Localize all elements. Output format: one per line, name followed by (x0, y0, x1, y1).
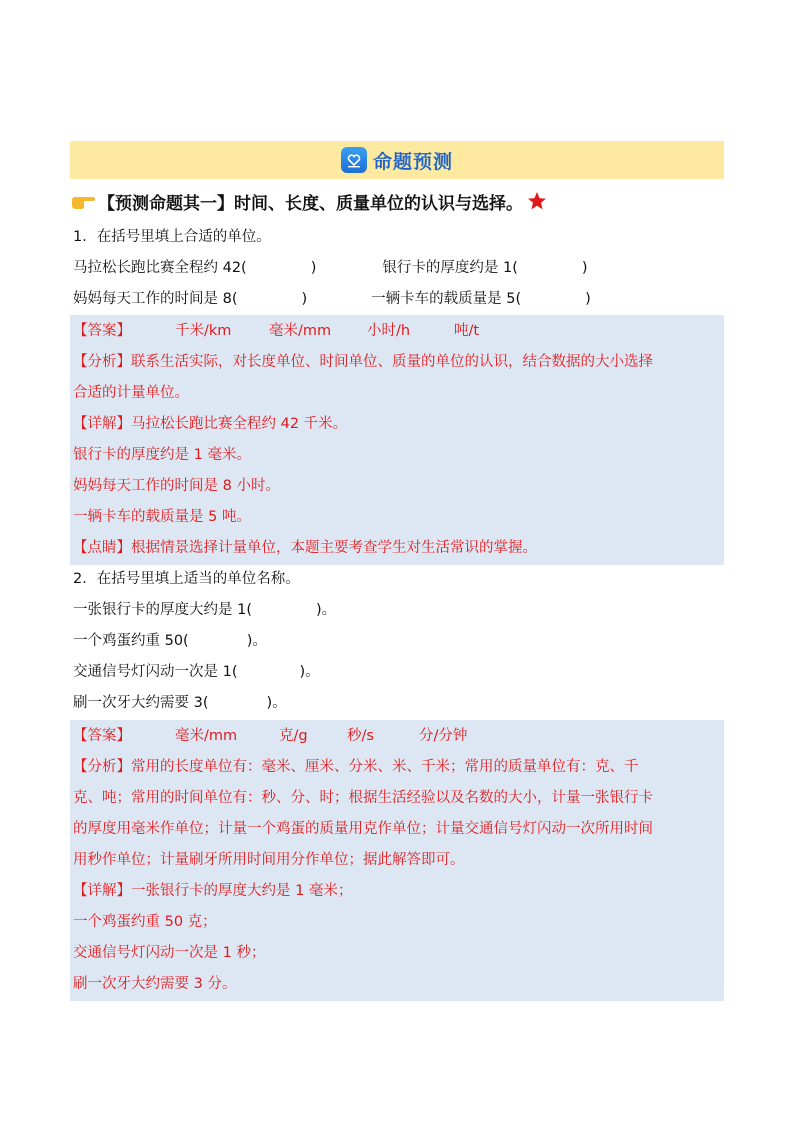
q2-line-2 (73, 631, 267, 651)
q2-line-4-close: )。 (266, 695, 287, 711)
q1-row1-right-close: ) (581, 260, 588, 276)
a1-answer-row (73, 321, 479, 341)
a1-analysis-1: 【分析】联系生活实际，对长度单位、时间单位、质量的单位的认识，结合数据的大小选择 (73, 354, 653, 370)
a1-detail-3: 妈妈每天工作的时间是 8 小时。 (73, 478, 280, 494)
q2-line-2-text: 一个鸡蛋约重 50( (73, 633, 189, 649)
a2-answer-row (73, 726, 467, 746)
q2-line-4-text: 刷一次牙大约需要 3( (73, 695, 209, 711)
q1-row1-left: 马拉松长跑比赛全程约 42( (73, 260, 247, 276)
a2-detail-4: 刷一次牙大约需要 3 分。 (73, 976, 237, 992)
star-icon (527, 191, 547, 211)
q2-line-3-text: 交通信号灯闪动一次是 1( (73, 664, 238, 680)
q2-line-3 (73, 662, 320, 682)
q1-row1-right: 银行卡的厚度约是 1( (382, 260, 518, 276)
a1-analysis-2: 合适的计量单位。 (73, 385, 189, 401)
a1-answer-1: 千米/km (175, 323, 232, 339)
a2-detail-1: 【详解】一张银行卡的厚度大约是 1 毫米； (73, 883, 353, 899)
answer-box-2 (70, 720, 724, 1001)
a2-answer-2: 克/g (279, 728, 308, 744)
a1-answer-2: 毫米/mm (269, 323, 332, 339)
a2-answer-label: 【答案】 (73, 728, 131, 744)
a2-answer-3: 秒/s (347, 728, 374, 744)
q2-title: 2．在括号里填上适当的单位名称。 (73, 571, 300, 587)
a2-answer-1: 毫米/mm (175, 728, 238, 744)
a1-answer-label: 【答案】 (73, 323, 131, 339)
heart-shield-icon (341, 147, 367, 173)
banner-title: 命题预测 (372, 150, 453, 173)
a1-comment: 【点睛】根据情景选择计量单位，本题主要考查学生对生活常识的掌握。 (73, 540, 537, 556)
a2-analysis-2: 克、吨；常用的时间单位有：秒、分、时；根据生活经验以及名数的大小，计量一张银行卡 (73, 790, 653, 806)
answer-box-1 (70, 315, 724, 565)
q2-line-1-text: 一张银行卡的厚度大约是 1( (73, 602, 252, 618)
q1-row2-right-close: ) (585, 291, 591, 307)
q2-line-2-close: )。 (246, 633, 267, 649)
pointing-hand-icon (70, 191, 96, 211)
q1-row1 (73, 258, 588, 278)
q1-row2 (73, 289, 591, 309)
q1-row1-left-close: ) (310, 260, 317, 276)
q2-line-3-close: )。 (299, 664, 320, 680)
q1-row2-right: 一辆卡车的载质量是 5( (371, 291, 522, 307)
a2-detail-2: 一个鸡蛋约重 50 克； (73, 914, 217, 930)
a1-detail-1: 【详解】马拉松长跑比赛全程约 42 千米。 (73, 416, 348, 432)
section-banner (70, 141, 724, 179)
a1-detail-2: 银行卡的厚度约是 1 毫米。 (73, 447, 251, 463)
a2-answer-4: 分/分钟 (419, 728, 468, 744)
a1-answer-3: 小时/h (367, 323, 411, 339)
a2-detail-3: 交通信号灯闪动一次是 1 秒； (73, 945, 266, 961)
q2-line-1-close: )。 (316, 602, 337, 618)
topic-heading-text: 【预测命题其一】时间、长度、质量单位的认识与选择。 (98, 193, 523, 214)
a2-analysis-3: 的厚度用毫米作单位；计量一个鸡蛋的质量用克作单位；计量交通信号灯闪动一次所用时间 (73, 821, 653, 837)
q1-row2-left-close: ) (301, 291, 308, 307)
a2-analysis-4: 用秒作单位；计量刷牙所用时间用分作单位；据此解答即可。 (73, 852, 465, 868)
topic-heading (70, 186, 724, 216)
a1-answer-4: 吨/t (454, 323, 480, 339)
q2-line-1 (73, 600, 336, 620)
q2-line-4 (73, 693, 287, 713)
a2-analysis-1: 【分析】常用的长度单位有：毫米、厘米、分米、米、千米；常用的质量单位有：克、千 (73, 759, 639, 775)
a1-detail-4: 一辆卡车的载质量是 5 吨。 (73, 509, 251, 525)
q1-row2-left: 妈妈每天工作的时间是 8( (73, 291, 238, 307)
q1-title: 1．在括号里填上合适的单位。 (73, 229, 271, 245)
